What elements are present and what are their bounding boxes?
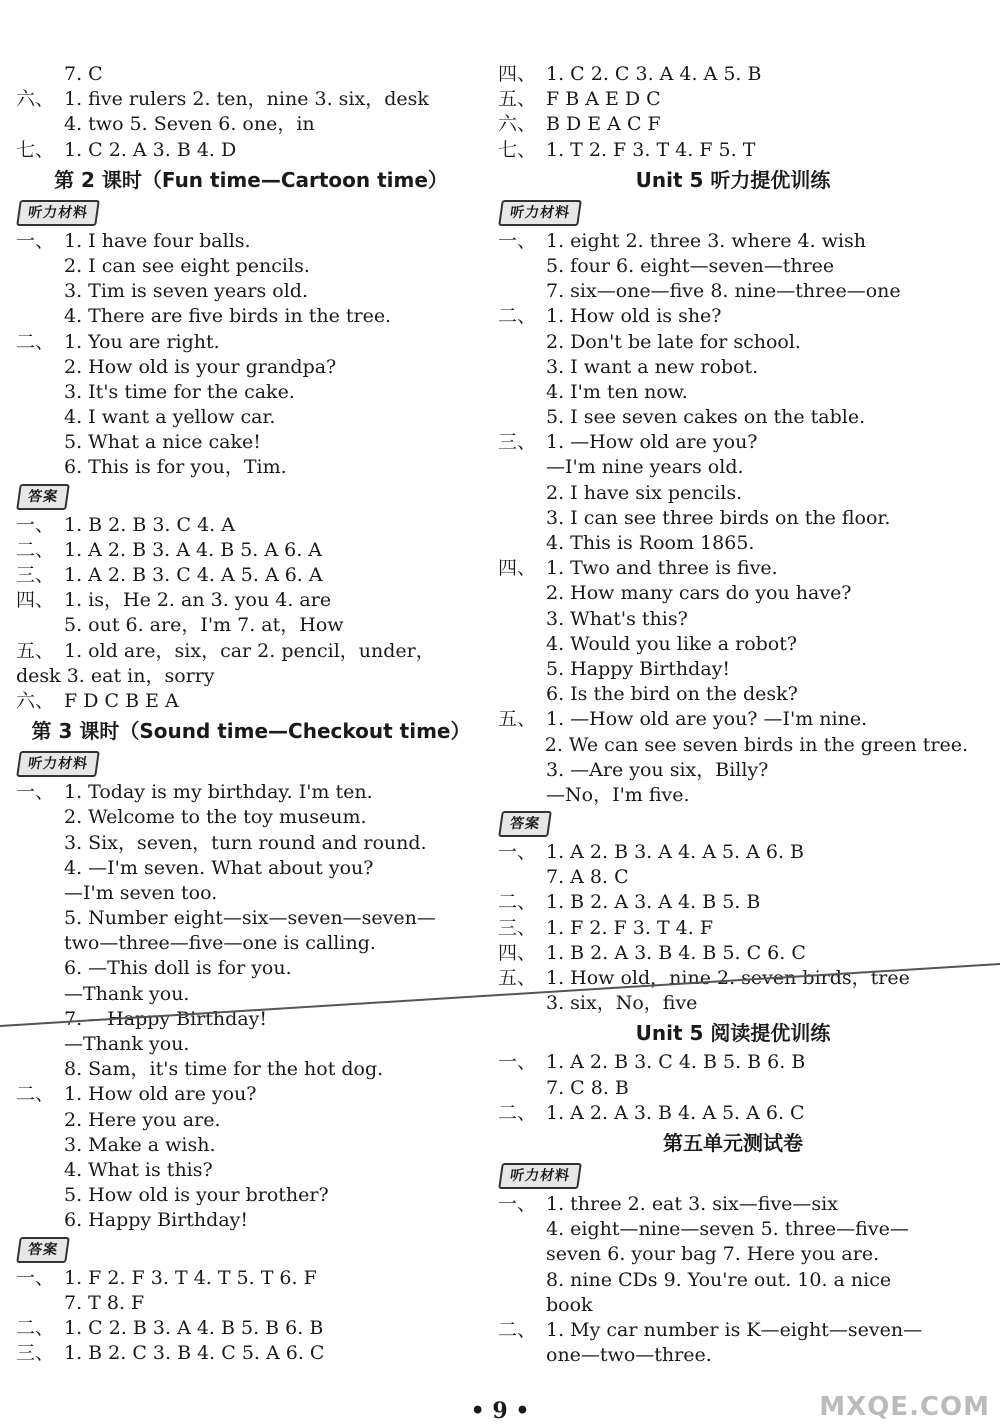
section-label-badge: 听力材料 [498, 1163, 582, 1189]
list-item [498, 840, 968, 865]
section-marker: 三、 [16, 1342, 55, 1365]
section-label-badge: 听力材料 [498, 200, 582, 226]
answer-text: 1. C 2. A 3. B 4. D [64, 138, 237, 161]
answer-text: 1. A 2. B 3. C 4. B 5. B 6. B [546, 1051, 806, 1074]
list-item [498, 481, 968, 506]
answer-text: —No，I'm five. [546, 783, 690, 806]
section-marker [16, 455, 64, 480]
list-item [16, 1032, 486, 1057]
section-marker: 七、 [498, 138, 537, 161]
label-row [16, 1234, 486, 1266]
list-item [498, 733, 968, 758]
section-marker [16, 805, 64, 830]
label-row [498, 1160, 968, 1192]
answer-text: 6. Happy Birthday! [64, 1209, 249, 1232]
section-marker [498, 865, 546, 890]
answer-text: 5. out 6. are，I'm 7. at，How [64, 614, 344, 637]
list-item [498, 758, 968, 783]
section-marker [498, 758, 546, 783]
list-item [16, 1291, 486, 1316]
answer-text: book [546, 1293, 593, 1316]
section-marker [498, 581, 546, 606]
list-item [498, 682, 968, 707]
list-item [16, 639, 486, 664]
list-item [16, 1316, 486, 1341]
section-marker: 二、 [498, 1101, 537, 1124]
section-marker: 六、 [498, 113, 537, 136]
section-marker [16, 62, 64, 87]
list-item [16, 254, 486, 279]
section-marker [498, 657, 546, 682]
answer-text: 1. B 2. B 3. C 4. A [64, 513, 235, 536]
section-marker [16, 856, 64, 881]
list-item [16, 831, 486, 856]
answer-text: 1. B 2. C 3. B 4. C 5. A 6. C [64, 1342, 325, 1365]
answer-text: 7. T 8. F [64, 1291, 145, 1314]
section-marker: 三、 [498, 916, 537, 939]
list-item [498, 506, 968, 531]
list-item [498, 1076, 968, 1101]
answer-text: 1. is，He 2. an 3. you 4. are [64, 589, 332, 612]
section-heading: 第 3 课时（Sound time—Checkout time） [31, 719, 471, 744]
section-marker [16, 1007, 64, 1032]
list-item [498, 455, 968, 480]
list-item [16, 856, 486, 881]
answer-text: 5. What a nice cake! [64, 431, 261, 454]
answer-text: 3. Make a wish. [64, 1133, 216, 1156]
answer-text: F D C B E A [64, 689, 179, 712]
section-marker: 五、 [498, 88, 537, 111]
section-label-badge: 听力材料 [16, 751, 100, 777]
answer-text: B D E A C F [546, 113, 661, 136]
list-item [16, 455, 486, 480]
section-marker [498, 279, 546, 304]
answer-text: 3. What's this? [546, 607, 688, 630]
answer-text: —Thank you. [64, 1033, 190, 1055]
list-item [16, 1341, 486, 1366]
answer-text: —I'm nine years old. [546, 456, 744, 479]
section-marker [498, 1343, 546, 1368]
section-marker [498, 254, 546, 279]
section-marker: 四、 [498, 941, 537, 964]
list-item [16, 1183, 486, 1208]
answer-text: 1. A 2. B 3. A 4. B 5. A 6. A [64, 538, 323, 561]
page-number: • 9 • [470, 1398, 530, 1424]
list-item [498, 1293, 968, 1318]
answer-text: —Thank you. [64, 982, 190, 1005]
section-label-badge: 听力材料 [16, 200, 100, 226]
label-row [498, 808, 968, 840]
list-item [16, 689, 486, 714]
section-marker [498, 405, 546, 430]
answer-text: 7. C 8. B [546, 1076, 629, 1099]
list-item [498, 1318, 968, 1343]
list-item [16, 538, 486, 563]
answer-text: 1. eight 2. three 3. where 4. wish [546, 229, 866, 252]
answer-text: 1. Two and three is five. [546, 557, 778, 580]
list-item [16, 355, 486, 380]
section-marker [498, 1268, 546, 1293]
list-item [498, 581, 968, 606]
answer-text: 8. nine CDs 9. You're out. 10. a nice [546, 1268, 892, 1291]
section-marker: 一、 [16, 1266, 55, 1289]
list-item [498, 1217, 968, 1242]
list-item [16, 1266, 486, 1291]
answer-text: 1. A 2. A 3. B 4. A 5. A 6. C [546, 1101, 805, 1124]
section-marker: 二、 [498, 1318, 537, 1341]
answer-text: 2. How old is your grandpa? [64, 355, 337, 378]
section-marker: 五、 [16, 639, 55, 662]
list-item [498, 405, 968, 430]
section-marker [16, 831, 64, 856]
answer-text: 5. Number eight—six—seven—seven— [64, 907, 436, 930]
answer-text: 1. I have four balls. [64, 229, 251, 252]
answer-text: 1. —How old are you? —I'm nine. [546, 708, 868, 731]
answer-text: 3. Tim is seven years old. [64, 280, 308, 303]
section-marker [16, 1158, 64, 1183]
section-marker: 一、 [16, 513, 55, 536]
list-item [498, 304, 968, 329]
answer-text: F B A E D C [546, 88, 661, 111]
section-heading: 第 2 课时（Fun time—Cartoon time） [54, 167, 448, 192]
section-marker [498, 1217, 546, 1242]
answer-text: 3. I want a new robot. [546, 355, 759, 378]
section-marker: 三、 [16, 564, 55, 586]
answer-text: 3. I can see three birds on the floor. [546, 506, 891, 529]
list-item [498, 1343, 968, 1368]
section-marker: 一、 [498, 1192, 537, 1215]
list-item [498, 112, 968, 137]
section-label-badge: 答案 [16, 1237, 70, 1263]
section-marker: 四、 [498, 557, 537, 580]
answer-text: 3. It's time for the cake. [64, 380, 295, 403]
section-marker [16, 380, 64, 405]
list-item [498, 87, 968, 112]
list-item [16, 881, 486, 906]
list-item [498, 916, 968, 941]
answer-text: 7. —Happy Birthday! [64, 1007, 268, 1030]
list-item [498, 62, 968, 87]
list-item [16, 1057, 486, 1082]
list-item [498, 632, 968, 657]
list-item [16, 279, 486, 304]
section-marker [16, 1032, 64, 1057]
label-row [16, 197, 486, 229]
section-marker [498, 380, 546, 405]
list-item [498, 865, 968, 890]
list-item [16, 613, 486, 638]
list-item [16, 1158, 486, 1183]
section-label-badge: 答案 [498, 811, 552, 837]
list-item [498, 531, 968, 556]
section-marker [16, 279, 64, 304]
answer-text: 6. This is for you，Tim. [64, 456, 287, 479]
answer-text: 7. C [64, 63, 103, 85]
answer-text: 7. six—one—five 8. nine—three—one [546, 280, 901, 303]
section-marker [16, 1108, 64, 1133]
section-label-badge: 答案 [16, 484, 70, 510]
list-item [498, 380, 968, 405]
section-marker [498, 682, 546, 707]
list-item [498, 783, 968, 808]
section-marker [498, 355, 546, 380]
section-marker [16, 1183, 64, 1208]
answer-text: 1. How old，nine 2. seven birds，tree [546, 967, 910, 989]
list-item [16, 513, 486, 538]
list-item [16, 780, 486, 805]
answer-text: 6. Is the bird on the desk? [546, 683, 798, 706]
answer-text: 1. C 2. C 3. A 4. A 5. B [546, 63, 762, 85]
answer-text: 7. A 8. C [546, 866, 629, 889]
label-row [16, 481, 486, 513]
list-item [498, 229, 968, 254]
list-item [498, 707, 968, 732]
list-item [16, 380, 486, 405]
section-marker: 四、 [498, 63, 537, 85]
list-item [16, 330, 486, 355]
section-marker [16, 982, 64, 1007]
answer-text: 1. A 2. B 3. C 4. A 5. A 6. A [64, 564, 323, 586]
list-item [498, 1268, 968, 1293]
list-item [498, 941, 968, 966]
section-heading: 第五单元测试卷 [663, 1130, 803, 1155]
answer-text: 2. We can see seven birds in the green tree. [544, 733, 968, 756]
answer-text: 1. How old are you? [64, 1083, 257, 1106]
list-item [498, 556, 968, 581]
list-item [16, 664, 486, 689]
section-marker [16, 1133, 64, 1158]
section-marker [16, 1057, 64, 1082]
answer-text: 2. I have six pencils. [546, 481, 743, 504]
section-marker: 一、 [498, 841, 537, 864]
answer-text: 2. Here you are. [64, 1108, 221, 1131]
section-marker: 五、 [498, 967, 537, 989]
answer-text: 1. My car number is K—eight—seven— [546, 1318, 923, 1341]
answer-text: 4. two 5. Seven 6. one，in [64, 113, 315, 136]
section-marker [498, 455, 546, 480]
section-marker [498, 1076, 546, 1101]
answer-text: 1. B 2. A 3. B 4. B 5. C 6. C [546, 941, 806, 964]
answer-text: 1. F 2. F 3. T 4. F [546, 916, 714, 939]
section-marker: 二、 [16, 1083, 55, 1106]
section-marker: 二、 [498, 305, 537, 328]
answer-text: 4. Would you like a robot? [546, 632, 798, 655]
answer-text: 4. I want a yellow car. [64, 406, 276, 429]
answer-text: 1. F 2. F 3. T 4. T 5. T 6. F [64, 1266, 317, 1289]
section-marker: 二、 [16, 330, 55, 353]
list-item [16, 62, 486, 87]
label-row [498, 197, 968, 229]
answer-text: 4. There are five birds in the tree. [64, 305, 392, 328]
list-item [498, 991, 968, 1016]
answer-text: desk 3. eat in，sorry [16, 664, 215, 687]
section-marker: 二、 [16, 538, 55, 561]
section-marker [498, 506, 546, 531]
answer-text: 1. Today is my birthday. I'm ten. [64, 781, 373, 804]
section-marker [498, 1293, 546, 1318]
answer-text: 4. What is this? [64, 1158, 213, 1181]
list-item [498, 254, 968, 279]
answer-text: 5. I see seven cakes on the table. [546, 406, 866, 429]
list-item [16, 229, 486, 254]
answer-text: 1. A 2. B 3. A 4. A 5. A 6. B [546, 841, 805, 864]
answer-text: 3. Six，seven，turn round and round. [64, 831, 427, 854]
section-marker [16, 931, 64, 956]
section-marker [16, 613, 64, 638]
answer-text: 5. How old is your brother? [64, 1184, 329, 1207]
answer-text: 1. five rulers 2. ten，nine 3. six，desk [64, 88, 429, 111]
answer-text: 4. I'm ten now. [546, 380, 688, 403]
list-item [16, 1133, 486, 1158]
section-marker [498, 531, 546, 556]
list-item [498, 330, 968, 355]
answer-text: 8. Sam，it's time for the hot dog. [64, 1058, 384, 1081]
section-marker [498, 733, 545, 758]
list-item [498, 1101, 968, 1126]
watermark-logo: MXQE.COM [819, 1392, 990, 1422]
section-marker [16, 355, 64, 380]
list-item [498, 355, 968, 380]
list-item [16, 982, 486, 1007]
list-item [16, 405, 486, 430]
answer-text: one—two—three. [546, 1344, 712, 1367]
answer-text: 4. This is Room 1865. [546, 532, 755, 554]
right-column [498, 62, 968, 1368]
list-item [498, 430, 968, 455]
answer-text: 2. Welcome to the toy museum. [64, 806, 367, 829]
list-item [16, 138, 486, 163]
list-item [16, 563, 486, 588]
list-item [498, 279, 968, 304]
section-heading: Unit 5 听力提优训练 [635, 167, 831, 192]
answer-text: 2. I can see eight pencils. [64, 254, 310, 277]
section-heading: Unit 5 阅读提优训练 [635, 1021, 831, 1046]
section-marker: 二、 [16, 1316, 55, 1339]
list-item [16, 1108, 486, 1133]
answer-text: 6. —This doll is for you. [64, 957, 292, 980]
section-marker [16, 881, 64, 906]
answer-text: 1. old are，six，car 2. pencil，under， [64, 639, 435, 662]
section-marker [498, 783, 546, 808]
section-marker [16, 906, 64, 931]
answer-text: 4. eight—nine—seven 5. three—five— [546, 1218, 909, 1241]
section-marker [16, 1291, 64, 1316]
section-marker: 四、 [16, 589, 55, 612]
section-marker [16, 304, 64, 329]
list-item [498, 890, 968, 915]
section-marker [16, 956, 64, 981]
answer-text: 1. You are right. [64, 330, 220, 353]
section-marker: 七、 [16, 138, 55, 161]
list-item [498, 607, 968, 632]
section-marker [16, 1208, 64, 1233]
section-marker: 三、 [498, 431, 537, 454]
answer-text: 3. six，No，five [546, 992, 698, 1015]
answer-text: 1. C 2. B 3. A 4. B 5. B 6. B [64, 1316, 324, 1339]
section-marker: 一、 [498, 229, 537, 252]
list-item [16, 1208, 486, 1233]
list-item [16, 112, 486, 137]
list-item [16, 87, 486, 112]
answer-text: 1. T 2. F 3. T 4. F 5. T [546, 138, 756, 161]
section-marker: 六、 [16, 689, 55, 712]
section-marker [498, 607, 546, 632]
section-marker: 六、 [16, 88, 55, 111]
list-item [16, 588, 486, 613]
answer-text: 2. Don't be late for school. [546, 330, 801, 353]
section-marker: 一、 [16, 781, 55, 804]
section-marker [498, 1242, 546, 1267]
answer-text: 5. Happy Birthday! [546, 657, 731, 680]
section-marker [16, 430, 64, 455]
section-marker [498, 330, 546, 355]
list-item [16, 956, 486, 981]
section-marker [498, 632, 546, 657]
answer-text: two—three—five—one is calling. [64, 932, 376, 955]
answer-text: 1. B 2. A 3. A 4. B 5. B [546, 891, 761, 914]
list-item [16, 931, 486, 956]
answer-text: 1. —How old are you? [546, 431, 758, 454]
answer-text: seven 6. your bag 7. Here you are. [546, 1243, 880, 1266]
section-marker: 一、 [498, 1051, 537, 1074]
answer-text: 4. —I'm seven. What about you? [64, 856, 374, 879]
answer-text: 1. How old is she? [546, 305, 722, 328]
list-item [16, 304, 486, 329]
answer-text: 5. four 6. eight—seven—three [546, 254, 835, 277]
section-marker: 二、 [498, 891, 537, 914]
list-item [498, 657, 968, 682]
answer-text: —I'm seven too. [64, 881, 218, 904]
left-column [16, 62, 486, 1366]
list-item [16, 906, 486, 931]
list-item [498, 1050, 968, 1075]
answer-text: 3. —Are you six，Billy? [546, 758, 769, 781]
section-marker [498, 481, 546, 506]
section-marker [16, 405, 64, 430]
answer-text: 2. How many cars do you have? [546, 582, 852, 605]
answer-text: 1. three 2. eat 3. six—five—six [546, 1192, 838, 1215]
section-marker [16, 112, 64, 137]
list-item [16, 1082, 486, 1107]
list-item [16, 805, 486, 830]
section-marker [16, 254, 64, 279]
label-row [16, 748, 486, 780]
list-item [498, 138, 968, 163]
section-marker: 五、 [498, 708, 537, 731]
list-item [498, 1242, 968, 1267]
list-item [498, 1192, 968, 1217]
section-marker: 一、 [16, 229, 55, 252]
list-item [16, 430, 486, 455]
